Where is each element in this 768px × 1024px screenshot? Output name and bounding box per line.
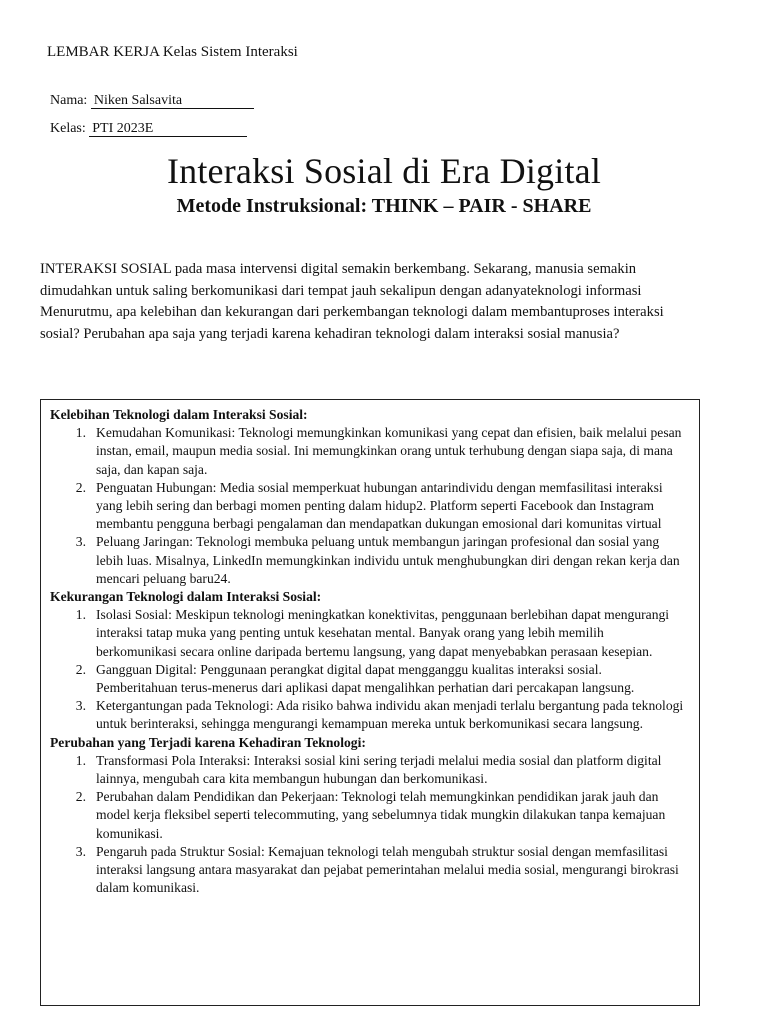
item-number: 3.: [75, 534, 86, 550]
item-text: Kemudahan Komunikasi: Teknologi memungkinkan komunikasi yang cepat dan efisien, baik melalui pesan instan, email, maupun media sosial. Ini memungkinkan orang untuk terhubung dengan siapa saja, di mana saja, dan kapan saja.: [96, 425, 682, 477]
list-item: [50, 424, 691, 479]
item-text: Isolasi Sosial: Meskipun teknologi meningkatkan konektivitas, penggunaan berlebihan dapat mengurangi interaksi tatap muka yang penting untuk kesehatan mental. Banyak orang yang lebih memilih berkomunikasi secara online daripada bertemu langsung, yang dapat menyebabkan perasaan kesepian.: [96, 607, 670, 659]
kelas-field: [50, 121, 247, 137]
answer-box: [40, 399, 700, 1006]
list-item: [50, 533, 691, 588]
nama-label: Nama:: [50, 93, 88, 108]
item-number: 3.: [75, 698, 86, 714]
section-disadvantages: [50, 588, 691, 734]
item-number: 2.: [75, 661, 86, 677]
item-number: 2.: [75, 789, 86, 805]
item-number: 1.: [75, 425, 86, 441]
item-text: Ketergantungan pada Teknologi: Ada risiko bahwa individu akan menjadi terlalu bergantung pada teknologi untuk berinteraksi, sehingga mengurangi kemampuan mereka untuk berkomunikasi secara langsung.: [96, 698, 684, 732]
list-item: [50, 661, 691, 697]
intro-paragraph: INTERAKSI SOSIAL pada masa intervensi digital semakin berkembang. Sekarang, manusia semakin dimudahkan untuk saling berkomunikasi dari tempat jauh sekalipun dengan adanyateknologi informasi Menurutmu, apa kelebihan dan kekurangan dari perkembangan teknologi dalam membantuproses interaksi sosial? Perubahan apa saja yang terjadi karena kehadiran teknologi dalam interaksi sosial manusia?: [40, 261, 664, 342]
worksheet-header: LEMBAR KERJA Kelas Sistem Interaksi: [47, 44, 298, 60]
list-item: [50, 788, 691, 843]
item-text: Transformasi Pola Interaksi: Interaksi sosial kini sering terjadi melalui media sosial dan platform digital lainnya, mengubah cara kita membangun hubungan dan berkomunikasi.: [96, 752, 662, 787]
kelas-value: PTI 2023E: [89, 121, 247, 137]
list-item: [50, 479, 691, 534]
item-text: Gangguan Digital: Penggunaan perangkat digital dapat mengganggu kualitas interaksi sosial. Pemberitahuan terus-menerus dari aplikasi dapat mengalihkan perhatian dari percakapan langsung.: [96, 661, 635, 696]
item-number: 1.: [75, 752, 86, 768]
item-number: 3.: [75, 843, 86, 859]
section-heading: Kekurangan Teknologi dalam Interaksi Sosial:: [50, 589, 322, 605]
list-item: [50, 843, 691, 898]
list-item: [50, 697, 691, 733]
item-text: Penguatan Hubungan: Media sosial memperkuat hubungan antarindividu dengan memfasilitasi interaksi yang lebih sering dan berbagi momen penting dalam hidup2. Platform seperti Facebook dan Instagram membantu pengguna berbagi pengalaman dan mendapatkan dukungan emosional dari komunitas virtual: [96, 479, 663, 532]
section-changes: [50, 734, 691, 898]
section-advantages: [50, 406, 691, 588]
item-text: Perubahan dalam Pendidikan dan Pekerjaan: Teknologi telah memungkinkan pendidikan jarak jauh dan model kerja fleksibel seperti telecommuting, yang sebelumnya tidak mungkin dilakukan tanpa kemajuan komunikasi.: [96, 789, 666, 841]
page-title: Interaksi Sosial di Era Digital: [166, 151, 602, 191]
section-heading: Perubahan yang Terjadi karena Kehadiran Teknologi:: [50, 734, 366, 750]
page-subtitle: Metode Instruksional: THINK – PAIR - SHARE: [176, 195, 592, 217]
section-heading: Kelebihan Teknologi dalam Interaksi Sosial:: [50, 407, 308, 422]
item-number: 2.: [75, 479, 86, 495]
item-text: Pengaruh pada Struktur Sosial: Kemajuan teknologi telah mengubah struktur sosial dengan memfasilitasi interaksi langsung antara masyarakat dan pejabat pemerintahan melalui media sosial, mengurangi birokrasi dalam komunikasi.: [96, 843, 679, 896]
kelas-label: Kelas:: [50, 121, 86, 136]
list-item: [50, 752, 691, 788]
nama-value: Niken Salsavita: [91, 93, 254, 109]
list-item: [50, 606, 691, 661]
nama-field: [50, 93, 254, 109]
item-text: Peluang Jaringan: Teknologi membuka peluang untuk membangun jaringan profesional dan sosial yang lebih luas. Misalnya, LinkedIn memungkinkan individu untuk menghubungkan diri dengan rekan kerja dan mencari peluang baru24.: [96, 534, 680, 586]
item-number: 1.: [75, 607, 86, 623]
